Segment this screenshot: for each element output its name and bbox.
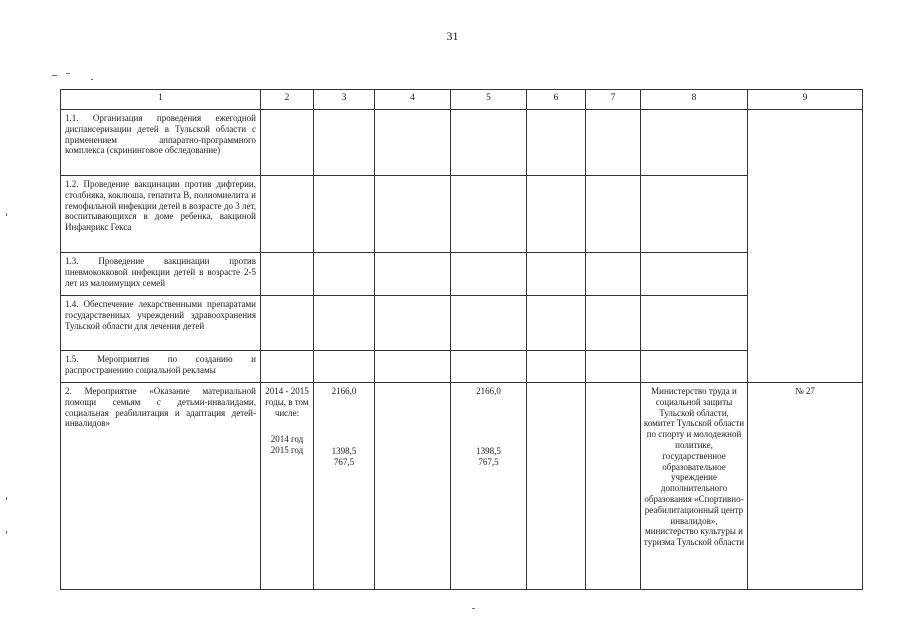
column-header: 8 (641, 90, 748, 110)
column-header: 4 (375, 90, 451, 110)
table-row (61, 351, 863, 383)
executors-cell: Министерство труда и социальной защиты Тульской области, комитет Тульской области по спорту и молодежной политике, государственное образовательное учреждение дополнительного образования «Спортивно-реабилитационный центр инвалидов», министерство культуры и туризма Тульской области (641, 383, 748, 590)
row-description: 1.4. Обеспечение лекарственными препаратами государственных учреждений здравоохранения Тульской области для лечения детей (61, 296, 261, 351)
indicator-value: № 27 (748, 383, 863, 590)
row-description: 1.1. Организация проведения ежегодной диспансеризации детей в Тульской области с применением аппаратно-программного комплекса (скрининговое обследование) (61, 110, 261, 176)
indicator-cell (748, 110, 863, 383)
amount-total: 2166,0 (331, 386, 357, 396)
scan-mark (6, 213, 7, 216)
scan-mark (66, 73, 70, 74)
amount-total: 2166,0 (476, 386, 501, 396)
period-cell (261, 383, 314, 590)
table-row (61, 110, 863, 176)
amount-cell (451, 383, 527, 590)
page-number: 31 (446, 29, 459, 43)
scan-mark (52, 75, 57, 76)
table-row (61, 296, 863, 351)
scan-mark (6, 497, 7, 500)
table-row (61, 176, 863, 253)
row-description: 2. Мероприятие «Оказание материальной помощи семьям с детьми-инвалидами, социальная реабилитация и адаптация детей-инвалидов» (61, 383, 261, 590)
amount-year: 767,5 (478, 456, 499, 467)
column-header: 3 (314, 90, 375, 110)
period-text: 2014 - 2015 годы, в том числе: (265, 386, 309, 418)
row-description: 1.2. Проведение вакцинации против дифтерии, столбняка, коклюша, гепатита В, полиомиелита и гемофильной инфекции детей в возрасте до 3 лет, воспитывающихся в доме ребенка, вакциной Инфанрикс Гекса (61, 176, 261, 253)
amount-year: 1398,5 (476, 445, 501, 456)
column-header: 1 (61, 90, 261, 110)
header-row (61, 90, 863, 110)
scan-mark (6, 531, 7, 534)
amount-year: 1398,5 (331, 445, 357, 456)
table-row (61, 253, 863, 296)
program-table (60, 89, 863, 590)
row-description: 1.3. Проведение вакцинации против пневмококковой инфекции детей в возрасте 2-5 лет из малоимущих семей (61, 253, 261, 296)
table-row (61, 383, 863, 590)
year-label: 2014 год (270, 434, 304, 445)
amount-year: 767,5 (333, 456, 355, 467)
scan-mark (472, 608, 475, 609)
scan-mark (91, 79, 93, 80)
column-header: 7 (586, 90, 641, 110)
row-description: 1.5. Мероприятия по созданию и распространению социальной рекламы (61, 351, 261, 383)
column-header: 5 (451, 90, 527, 110)
column-header: 2 (261, 90, 314, 110)
amount-cell (314, 383, 375, 590)
column-header: 9 (748, 90, 863, 110)
year-label: 2015 год (270, 445, 304, 456)
column-header: 6 (527, 90, 586, 110)
